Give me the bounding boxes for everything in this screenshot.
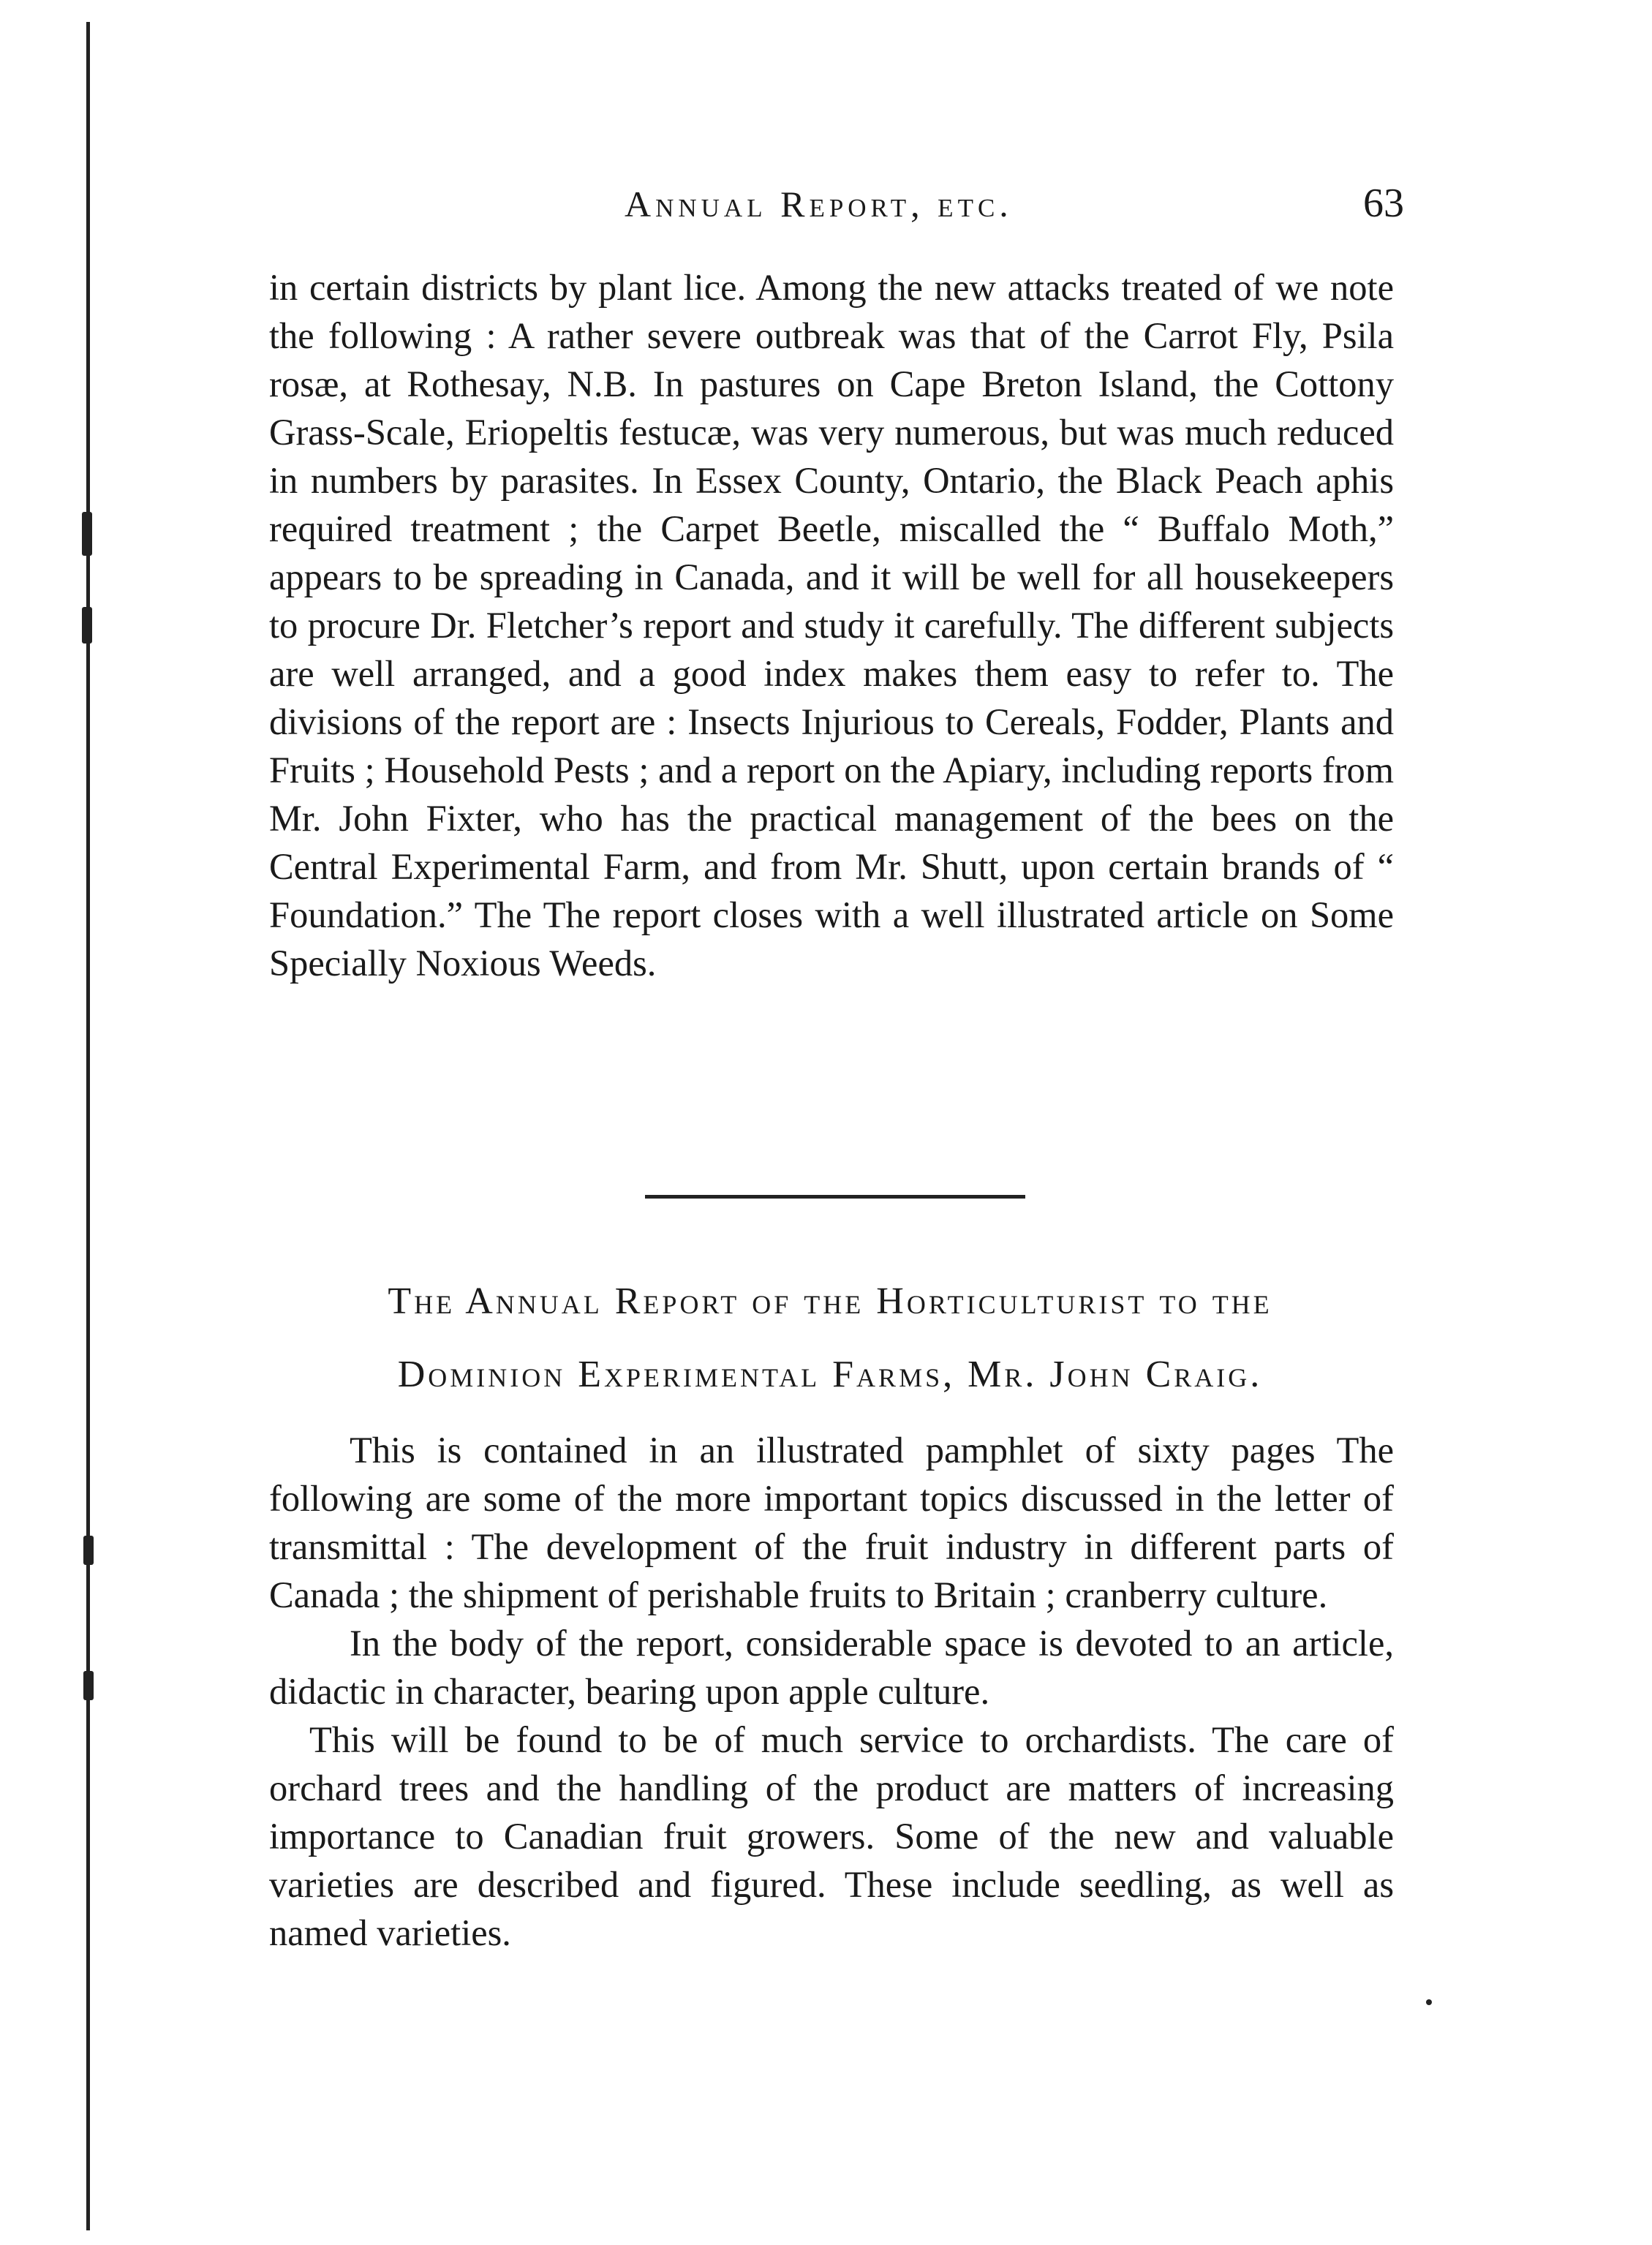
binding-mark xyxy=(82,512,92,556)
paragraph: This will be found to be of much service to orchardists. The care of orchard trees and the handling of the product are matters of increasing importance to Canadian fruit growers. Some of the new and valuable varieties are described and figured. These include seedling, as well as named varieties. xyxy=(269,1719,1394,1953)
binding-mark xyxy=(82,607,92,644)
section-title-line: The Annual Report of the Horticulturist to the xyxy=(388,1280,1272,1322)
binding-edge-line xyxy=(86,22,90,2230)
section-divider-rule xyxy=(645,1195,1025,1199)
running-head: Annual Report, etc. xyxy=(625,184,1013,224)
section-entomologist-text xyxy=(269,263,1394,987)
page-header xyxy=(271,183,1404,241)
paragraph: in certain districts by plant lice. Among the new attacks treated of we note the following : A rather severe outbreak was that of the Carrot Fly, Psila rosæ, at Rothesay, N.B. In pastures on Cape Breton Island, the Cottony Grass-Scale, Eriopeltis festucæ, was very numerous, but was much reduced in numbers by parasites. In Essex County, Ontario, the Black Peach aphis required treatment ; the Carpet Beetle, miscalled the “ Buffalo Moth,” appears to be spreading in Canada, and it will be well for all housekeepers to procure Dr. Fletcher’s report and study it carefully. The different subjects are well arranged, and a good index makes them easy to refer to. The divisions of the report are : Insects Injurious to Cereals, Fodder, Plants and Fruits ; Household Pests ; and a report on the Apiary, including reports from Mr. John Fixter, who has the practical management of the bees on the Central Experimental Farm, and from Mr. Shutt, upon certain brands of “ Foundation.” The The report closes with a well illustrated article on Some Specially Noxious Weeds. xyxy=(269,267,1394,984)
binding-mark xyxy=(83,1671,94,1700)
stray-mark xyxy=(1426,1999,1432,2005)
section-title-line: Dominion Experimental Farms, Mr. John Craig. xyxy=(397,1354,1263,1395)
page-number: 63 xyxy=(1363,181,1404,226)
binding-mark xyxy=(83,1536,94,1565)
paragraph: In the body of the report, considerable space is devoted to an article, didactic in character, bearing upon apple culture. xyxy=(269,1623,1394,1712)
section-horticulturist-text xyxy=(269,1426,1394,1957)
section-title xyxy=(263,1265,1397,1411)
paragraph: This is contained in an illustrated pamphlet of sixty pages The following are some of the more important topics discussed in the letter of transmittal : The development of the fruit industry in different parts of Canada ; the shipment of perishable fruits to Britain ; cranberry culture. xyxy=(269,1430,1394,1615)
